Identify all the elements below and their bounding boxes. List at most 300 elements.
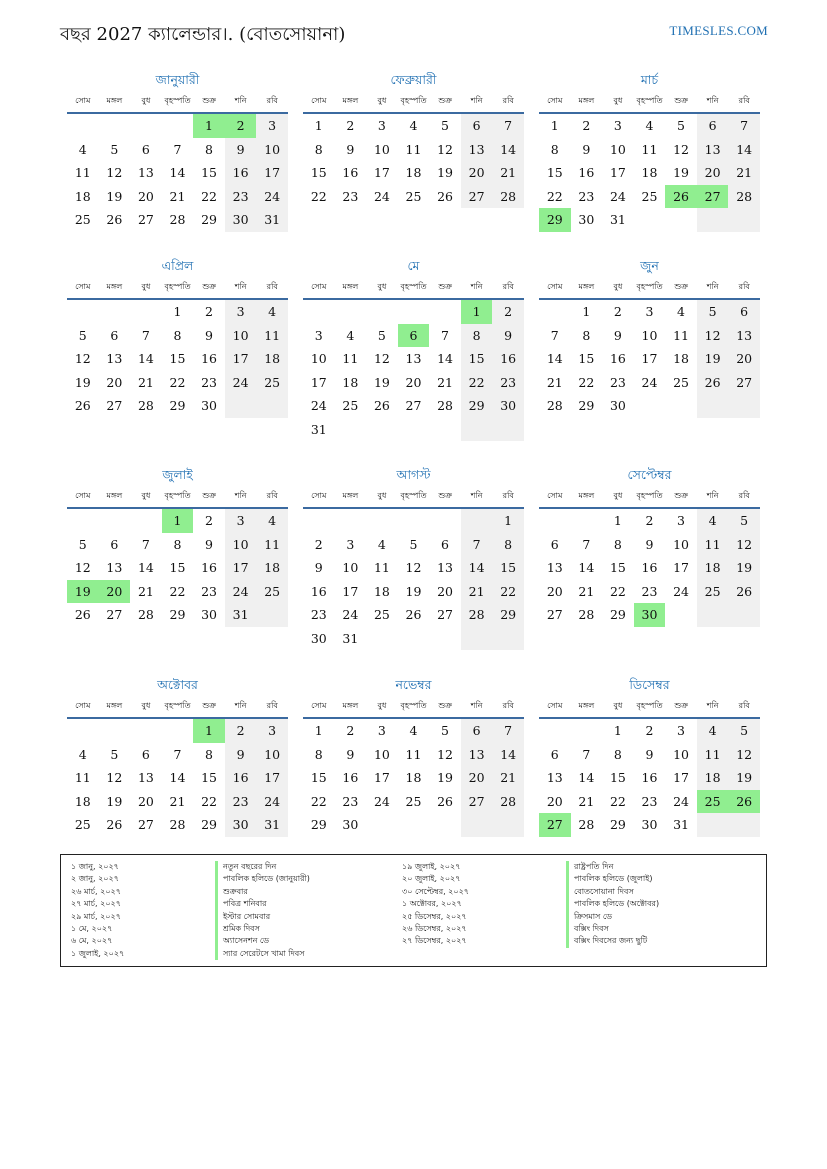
day-cell[interactable]: 29 bbox=[201, 212, 217, 227]
day-cell[interactable]: 28 bbox=[137, 607, 154, 622]
day-cell[interactable]: 16 bbox=[492, 347, 524, 371]
day-cell[interactable]: 3 bbox=[314, 327, 323, 343]
day-cell[interactable]: 23 bbox=[609, 374, 626, 390]
day-cell[interactable]: 14 bbox=[492, 138, 524, 162]
day-cell[interactable]: 1 bbox=[162, 509, 194, 533]
day-cell[interactable]: 5 bbox=[110, 746, 119, 762]
day-cell[interactable]: 25 bbox=[697, 790, 729, 814]
day-cell[interactable]: 17 bbox=[641, 351, 658, 366]
day-cell[interactable]: 10 bbox=[673, 746, 689, 762]
day-cell[interactable]: 3 bbox=[613, 118, 622, 133]
day-cell[interactable]: 8 bbox=[173, 536, 182, 552]
day-cell[interactable]: 6 bbox=[110, 327, 119, 343]
day-cell[interactable]: 4 bbox=[409, 723, 418, 738]
day-cell[interactable]: 14 bbox=[169, 165, 186, 180]
day-cell[interactable]: 13 bbox=[437, 560, 453, 575]
day-cell[interactable]: 24 bbox=[342, 607, 359, 622]
day-cell[interactable]: 15 bbox=[546, 165, 563, 180]
day-cell[interactable]: 18 bbox=[256, 556, 288, 580]
day-cell[interactable]: 15 bbox=[492, 556, 524, 580]
day-cell[interactable]: 1 bbox=[492, 509, 524, 533]
day-cell[interactable]: 8 bbox=[613, 746, 622, 762]
day-cell[interactable]: 5 bbox=[409, 536, 418, 552]
day-cell[interactable]: 1 bbox=[613, 513, 622, 528]
day-cell[interactable]: 20 bbox=[546, 583, 563, 599]
day-cell[interactable]: 9 bbox=[225, 138, 257, 162]
day-cell[interactable]: 1 bbox=[314, 118, 323, 133]
day-cell[interactable]: 20 bbox=[137, 188, 154, 204]
day-cell[interactable]: 2 bbox=[645, 513, 654, 528]
day-cell[interactable]: 11 bbox=[256, 324, 288, 348]
day-cell[interactable]: 23 bbox=[641, 793, 658, 809]
day-cell[interactable]: 27 bbox=[137, 817, 154, 832]
day-cell[interactable]: 30 bbox=[578, 212, 595, 227]
day-cell[interactable]: 29 bbox=[609, 607, 626, 622]
day-cell[interactable]: 28 bbox=[137, 398, 154, 413]
day-cell[interactable]: 11 bbox=[673, 327, 689, 343]
day-cell[interactable]: 5 bbox=[728, 719, 760, 743]
day-cell[interactable]: 29 bbox=[461, 394, 493, 418]
day-cell[interactable]: 28 bbox=[578, 817, 595, 832]
day-cell[interactable]: 6 bbox=[728, 300, 760, 324]
day-cell[interactable]: 26 bbox=[106, 817, 123, 832]
day-cell[interactable]: 13 bbox=[137, 770, 154, 785]
day-cell[interactable]: 17 bbox=[310, 374, 327, 390]
day-cell[interactable]: 26 bbox=[405, 607, 422, 622]
day-cell[interactable]: 16 bbox=[225, 766, 257, 790]
day-cell[interactable]: 9 bbox=[346, 746, 355, 762]
day-cell[interactable]: 30 bbox=[310, 630, 327, 646]
day-cell[interactable]: 15 bbox=[578, 351, 595, 366]
day-cell[interactable]: 13 bbox=[106, 560, 123, 575]
day-cell[interactable]: 10 bbox=[373, 141, 390, 157]
day-cell[interactable]: 17 bbox=[256, 161, 288, 185]
day-cell[interactable]: 26 bbox=[74, 607, 91, 622]
day-cell[interactable]: 22 bbox=[609, 793, 626, 809]
day-cell[interactable]: 10 bbox=[373, 746, 390, 762]
day-cell[interactable]: 8 bbox=[205, 141, 213, 157]
day-cell[interactable]: 29 bbox=[169, 607, 186, 622]
day-cell[interactable]: 10 bbox=[673, 536, 689, 552]
day-cell[interactable]: 17 bbox=[373, 770, 390, 785]
day-cell[interactable]: 3 bbox=[677, 513, 685, 528]
day-cell[interactable]: 27 bbox=[405, 398, 422, 413]
day-cell[interactable]: 15 bbox=[310, 770, 327, 785]
day-cell[interactable]: 29 bbox=[539, 208, 571, 232]
day-cell[interactable]: 14 bbox=[169, 770, 186, 785]
day-cell[interactable]: 18 bbox=[256, 347, 288, 371]
day-cell[interactable]: 4 bbox=[645, 118, 654, 133]
day-cell[interactable]: 30 bbox=[609, 398, 626, 413]
day-cell[interactable]: 8 bbox=[205, 746, 213, 762]
day-cell[interactable]: 31 bbox=[256, 208, 288, 232]
day-cell[interactable]: 1 bbox=[314, 723, 323, 738]
day-cell[interactable]: 16 bbox=[201, 351, 217, 366]
day-cell[interactable]: 20 bbox=[405, 374, 422, 390]
day-cell[interactable]: 30 bbox=[641, 817, 658, 832]
day-cell[interactable]: 10 bbox=[609, 141, 626, 157]
day-cell[interactable]: 16 bbox=[225, 161, 257, 185]
day-cell[interactable]: 6 bbox=[550, 536, 559, 552]
day-cell[interactable]: 29 bbox=[492, 603, 524, 627]
day-cell[interactable]: 4 bbox=[377, 536, 386, 552]
day-cell[interactable]: 22 bbox=[310, 793, 327, 809]
day-cell[interactable]: 28 bbox=[169, 212, 186, 227]
day-cell[interactable]: 13 bbox=[106, 351, 123, 366]
day-cell[interactable]: 24 bbox=[225, 580, 257, 604]
day-cell[interactable]: 24 bbox=[225, 371, 257, 395]
day-cell[interactable]: 3 bbox=[225, 300, 257, 324]
day-cell[interactable]: 14 bbox=[578, 770, 595, 785]
day-cell[interactable]: 27 bbox=[437, 607, 453, 622]
day-cell[interactable]: 25 bbox=[641, 188, 658, 204]
day-cell[interactable]: 19 bbox=[106, 188, 123, 204]
day-cell[interactable]: 2 bbox=[645, 723, 654, 738]
day-cell[interactable]: 19 bbox=[728, 766, 760, 790]
day-cell[interactable]: 30 bbox=[201, 607, 217, 622]
day-cell[interactable]: 10 bbox=[256, 743, 288, 767]
day-cell[interactable]: 7 bbox=[550, 327, 559, 343]
day-cell[interactable]: 25 bbox=[697, 580, 729, 604]
day-cell[interactable]: 8 bbox=[492, 533, 524, 557]
day-cell[interactable]: 21 bbox=[578, 583, 595, 599]
day-cell[interactable]: 23 bbox=[201, 374, 217, 390]
day-cell[interactable]: 12 bbox=[405, 560, 422, 575]
day-cell[interactable]: 30 bbox=[225, 813, 257, 837]
day-cell[interactable]: 17 bbox=[673, 770, 689, 785]
day-cell[interactable]: 1 bbox=[550, 118, 559, 133]
day-cell[interactable]: 2 bbox=[314, 536, 323, 552]
day-cell[interactable]: 4 bbox=[346, 327, 355, 343]
day-cell[interactable]: 24 bbox=[310, 398, 327, 413]
day-cell[interactable]: 19 bbox=[673, 165, 689, 180]
day-cell[interactable]: 12 bbox=[673, 141, 689, 157]
day-cell[interactable]: 21 bbox=[578, 793, 595, 809]
day-cell[interactable]: 7 bbox=[492, 719, 524, 743]
day-cell[interactable]: 7 bbox=[582, 746, 591, 762]
day-cell[interactable]: 24 bbox=[373, 188, 390, 204]
day-cell[interactable]: 15 bbox=[310, 165, 327, 180]
day-cell[interactable]: 30 bbox=[201, 398, 217, 413]
day-cell[interactable]: 16 bbox=[641, 770, 658, 785]
day-cell[interactable]: 12 bbox=[74, 560, 91, 575]
day-cell[interactable]: 1 bbox=[193, 719, 225, 743]
day-cell[interactable]: 9 bbox=[492, 324, 524, 348]
day-cell[interactable]: 15 bbox=[169, 351, 186, 366]
day-cell[interactable]: 4 bbox=[697, 719, 729, 743]
day-cell[interactable]: 10 bbox=[310, 351, 327, 366]
day-cell[interactable]: 21 bbox=[137, 583, 154, 599]
day-cell[interactable]: 5 bbox=[110, 141, 119, 157]
day-cell[interactable]: 11 bbox=[74, 165, 91, 180]
day-cell[interactable]: 4 bbox=[409, 118, 418, 133]
day-cell[interactable]: 21 bbox=[169, 793, 186, 809]
day-cell[interactable]: 11 bbox=[697, 743, 729, 767]
day-cell[interactable]: 4 bbox=[677, 304, 685, 319]
day-cell[interactable]: 10 bbox=[342, 560, 359, 575]
brand-link[interactable]: TIMESLES.COM bbox=[669, 23, 768, 38]
day-cell[interactable]: 3 bbox=[346, 536, 355, 552]
day-cell[interactable]: 16 bbox=[342, 165, 359, 180]
day-cell[interactable]: 5 bbox=[441, 723, 449, 738]
day-cell[interactable]: 16 bbox=[609, 351, 626, 366]
day-cell[interactable]: 19 bbox=[437, 770, 453, 785]
day-cell[interactable]: 13 bbox=[405, 351, 422, 366]
day-cell[interactable]: 1 bbox=[582, 304, 591, 319]
day-cell[interactable]: 1 bbox=[461, 300, 493, 324]
day-cell[interactable]: 29 bbox=[201, 817, 217, 832]
day-cell[interactable]: 8 bbox=[173, 327, 182, 343]
day-cell[interactable]: 6 bbox=[398, 324, 430, 348]
day-cell[interactable]: 3 bbox=[677, 723, 685, 738]
day-cell[interactable]: 5 bbox=[677, 118, 685, 133]
day-cell[interactable]: 16 bbox=[201, 560, 217, 575]
day-cell[interactable]: 27 bbox=[461, 185, 493, 209]
day-cell[interactable]: 11 bbox=[405, 746, 422, 762]
day-cell[interactable]: 4 bbox=[78, 141, 87, 157]
day-cell[interactable]: 11 bbox=[74, 770, 91, 785]
day-cell[interactable]: 11 bbox=[342, 351, 359, 366]
day-cell[interactable]: 16 bbox=[310, 583, 327, 599]
day-cell[interactable]: 19 bbox=[373, 374, 390, 390]
day-cell[interactable]: 8 bbox=[314, 746, 323, 762]
day-cell[interactable]: 6 bbox=[461, 719, 493, 743]
day-cell[interactable]: 23 bbox=[641, 583, 658, 599]
day-cell[interactable]: 18 bbox=[74, 188, 91, 204]
day-cell[interactable]: 14 bbox=[137, 351, 154, 366]
day-cell[interactable]: 22 bbox=[169, 583, 186, 599]
day-cell[interactable]: 22 bbox=[310, 188, 327, 204]
day-cell[interactable]: 28 bbox=[437, 398, 453, 413]
day-cell[interactable]: 21 bbox=[169, 188, 186, 204]
day-cell[interactable]: 26 bbox=[373, 398, 390, 413]
day-cell[interactable]: 22 bbox=[578, 374, 595, 390]
day-cell[interactable]: 2 bbox=[582, 118, 591, 133]
day-cell[interactable]: 14 bbox=[461, 556, 493, 580]
day-cell[interactable]: 7 bbox=[173, 141, 182, 157]
day-cell[interactable]: 6 bbox=[697, 114, 729, 138]
day-cell[interactable]: 18 bbox=[342, 374, 359, 390]
day-cell[interactable]: 23 bbox=[225, 790, 257, 814]
day-cell[interactable]: 10 bbox=[225, 533, 257, 557]
day-cell[interactable]: 2 bbox=[205, 513, 213, 528]
day-cell[interactable]: 27 bbox=[137, 212, 154, 227]
day-cell[interactable]: 21 bbox=[437, 374, 453, 390]
day-cell[interactable]: 18 bbox=[673, 351, 689, 366]
day-cell[interactable]: 2 bbox=[225, 114, 257, 138]
day-cell[interactable]: 12 bbox=[697, 324, 729, 348]
day-cell[interactable]: 20 bbox=[137, 793, 154, 809]
day-cell[interactable]: 31 bbox=[673, 817, 689, 832]
day-cell[interactable]: 24 bbox=[673, 793, 689, 809]
day-cell[interactable]: 26 bbox=[728, 580, 760, 604]
day-cell[interactable]: 23 bbox=[492, 371, 524, 395]
day-cell[interactable]: 9 bbox=[582, 141, 591, 157]
day-cell[interactable]: 16 bbox=[641, 560, 658, 575]
day-cell[interactable]: 26 bbox=[437, 188, 453, 204]
day-cell[interactable]: 15 bbox=[201, 770, 217, 785]
day-cell[interactable]: 20 bbox=[437, 583, 453, 599]
day-cell[interactable]: 8 bbox=[613, 536, 622, 552]
day-cell[interactable]: 30 bbox=[634, 603, 666, 627]
day-cell[interactable]: 7 bbox=[492, 114, 524, 138]
day-cell[interactable]: 23 bbox=[310, 607, 327, 622]
day-cell[interactable]: 19 bbox=[728, 556, 760, 580]
day-cell[interactable]: 15 bbox=[609, 770, 626, 785]
day-cell[interactable]: 6 bbox=[550, 746, 559, 762]
day-cell[interactable]: 20 bbox=[106, 374, 123, 390]
day-cell[interactable]: 5 bbox=[78, 327, 87, 343]
day-cell[interactable]: 9 bbox=[314, 560, 323, 575]
day-cell[interactable]: 22 bbox=[461, 371, 493, 395]
day-cell[interactable]: 5 bbox=[441, 118, 449, 133]
day-cell[interactable]: 3 bbox=[377, 118, 386, 133]
day-cell[interactable]: 7 bbox=[141, 536, 150, 552]
day-cell[interactable]: 18 bbox=[697, 556, 729, 580]
day-cell[interactable]: 19 bbox=[106, 793, 123, 809]
day-cell[interactable]: 13 bbox=[546, 770, 563, 785]
day-cell[interactable]: 28 bbox=[461, 603, 493, 627]
day-cell[interactable]: 26 bbox=[437, 793, 453, 809]
day-cell[interactable]: 17 bbox=[225, 347, 257, 371]
day-cell[interactable]: 12 bbox=[437, 141, 453, 157]
day-cell[interactable]: 12 bbox=[437, 746, 453, 762]
day-cell[interactable]: 7 bbox=[441, 327, 449, 343]
day-cell[interactable]: 9 bbox=[205, 327, 213, 343]
day-cell[interactable]: 27 bbox=[106, 607, 123, 622]
day-cell[interactable]: 13 bbox=[697, 138, 729, 162]
day-cell[interactable]: 18 bbox=[641, 165, 658, 180]
day-cell[interactable]: 23 bbox=[578, 188, 595, 204]
day-cell[interactable]: 27 bbox=[697, 185, 729, 209]
day-cell[interactable]: 23 bbox=[201, 583, 217, 599]
day-cell[interactable]: 21 bbox=[728, 161, 760, 185]
day-cell[interactable]: 9 bbox=[225, 743, 257, 767]
day-cell[interactable]: 11 bbox=[256, 533, 288, 557]
day-cell[interactable]: 25 bbox=[74, 212, 91, 227]
day-cell[interactable]: 31 bbox=[609, 212, 626, 227]
day-cell[interactable]: 3 bbox=[256, 114, 288, 138]
day-cell[interactable]: 27 bbox=[546, 607, 563, 622]
day-cell[interactable]: 22 bbox=[201, 793, 217, 809]
day-cell[interactable]: 7 bbox=[461, 533, 493, 557]
day-cell[interactable]: 7 bbox=[141, 327, 150, 343]
day-cell[interactable]: 25 bbox=[373, 607, 390, 622]
day-cell[interactable]: 20 bbox=[99, 580, 131, 604]
day-cell[interactable]: 29 bbox=[169, 398, 186, 413]
day-cell[interactable]: 1 bbox=[193, 114, 225, 138]
day-cell[interactable]: 9 bbox=[613, 327, 622, 343]
day-cell[interactable]: 30 bbox=[342, 817, 359, 832]
day-cell[interactable]: 10 bbox=[225, 324, 257, 348]
day-cell[interactable]: 22 bbox=[169, 374, 186, 390]
day-cell[interactable]: 18 bbox=[405, 165, 422, 180]
day-cell[interactable]: 26 bbox=[74, 398, 91, 413]
day-cell[interactable]: 28 bbox=[169, 817, 186, 832]
day-cell[interactable]: 19 bbox=[405, 583, 422, 599]
day-cell[interactable]: 1 bbox=[613, 723, 622, 738]
day-cell[interactable]: 15 bbox=[169, 560, 186, 575]
day-cell[interactable]: 8 bbox=[550, 141, 559, 157]
day-cell[interactable]: 17 bbox=[225, 556, 257, 580]
day-cell[interactable]: 7 bbox=[173, 746, 182, 762]
day-cell[interactable]: 6 bbox=[441, 536, 449, 552]
day-cell[interactable]: 21 bbox=[492, 161, 524, 185]
day-cell[interactable]: 11 bbox=[373, 560, 390, 575]
day-cell[interactable]: 8 bbox=[461, 324, 493, 348]
day-cell[interactable]: 1 bbox=[173, 304, 182, 319]
day-cell[interactable]: 27 bbox=[539, 813, 571, 837]
day-cell[interactable]: 4 bbox=[697, 509, 729, 533]
day-cell[interactable]: 7 bbox=[582, 536, 591, 552]
day-cell[interactable]: 14 bbox=[578, 560, 595, 575]
day-cell[interactable]: 12 bbox=[373, 351, 390, 366]
day-cell[interactable]: 18 bbox=[697, 766, 729, 790]
day-cell[interactable]: 12 bbox=[74, 351, 91, 366]
day-cell[interactable]: 6 bbox=[141, 746, 150, 762]
day-cell[interactable]: 9 bbox=[205, 536, 213, 552]
day-cell[interactable]: 30 bbox=[225, 208, 257, 232]
day-cell[interactable]: 29 bbox=[578, 398, 595, 413]
day-cell[interactable]: 18 bbox=[405, 770, 422, 785]
day-cell[interactable]: 15 bbox=[201, 165, 217, 180]
day-cell[interactable]: 20 bbox=[546, 793, 563, 809]
day-cell[interactable]: 24 bbox=[256, 185, 288, 209]
day-cell[interactable]: 6 bbox=[110, 536, 119, 552]
day-cell[interactable]: 4 bbox=[256, 509, 288, 533]
day-cell[interactable]: 14 bbox=[137, 560, 154, 575]
day-cell[interactable]: 5 bbox=[377, 327, 386, 343]
day-cell[interactable]: 23 bbox=[342, 793, 359, 809]
day-cell[interactable]: 19 bbox=[74, 374, 91, 390]
day-cell[interactable]: 17 bbox=[609, 165, 626, 180]
day-cell[interactable]: 5 bbox=[697, 300, 729, 324]
day-cell[interactable]: 16 bbox=[578, 165, 595, 180]
day-cell[interactable]: 12 bbox=[728, 533, 760, 557]
day-cell[interactable]: 3 bbox=[377, 723, 386, 738]
day-cell[interactable]: 28 bbox=[728, 185, 760, 209]
day-cell[interactable]: 20 bbox=[461, 766, 493, 790]
day-cell[interactable]: 31 bbox=[342, 630, 359, 646]
day-cell[interactable]: 13 bbox=[728, 324, 760, 348]
day-cell[interactable]: 20 bbox=[461, 161, 493, 185]
day-cell[interactable]: 29 bbox=[609, 817, 626, 832]
day-cell[interactable]: 9 bbox=[645, 536, 654, 552]
day-cell[interactable]: 31 bbox=[256, 813, 288, 837]
day-cell[interactable]: 30 bbox=[492, 394, 524, 418]
day-cell[interactable]: 10 bbox=[256, 138, 288, 162]
day-cell[interactable]: 14 bbox=[546, 351, 563, 366]
day-cell[interactable]: 20 bbox=[697, 161, 729, 185]
day-cell[interactable]: 21 bbox=[492, 766, 524, 790]
day-cell[interactable]: 12 bbox=[106, 165, 123, 180]
day-cell[interactable]: 3 bbox=[645, 304, 654, 319]
day-cell[interactable]: 28 bbox=[492, 185, 524, 209]
day-cell[interactable]: 21 bbox=[546, 374, 563, 390]
day-cell[interactable]: 14 bbox=[492, 743, 524, 767]
day-cell[interactable]: 25 bbox=[405, 188, 422, 204]
day-cell[interactable]: 23 bbox=[225, 185, 257, 209]
day-cell[interactable]: 9 bbox=[645, 746, 654, 762]
day-cell[interactable]: 6 bbox=[141, 141, 150, 157]
day-cell[interactable]: 2 bbox=[225, 719, 257, 743]
day-cell[interactable]: 25 bbox=[74, 817, 91, 832]
day-cell[interactable]: 18 bbox=[74, 793, 91, 809]
day-cell[interactable]: 13 bbox=[546, 560, 563, 575]
day-cell[interactable]: 3 bbox=[225, 509, 257, 533]
day-cell[interactable]: 27 bbox=[106, 398, 123, 413]
day-cell[interactable]: 2 bbox=[492, 300, 524, 324]
